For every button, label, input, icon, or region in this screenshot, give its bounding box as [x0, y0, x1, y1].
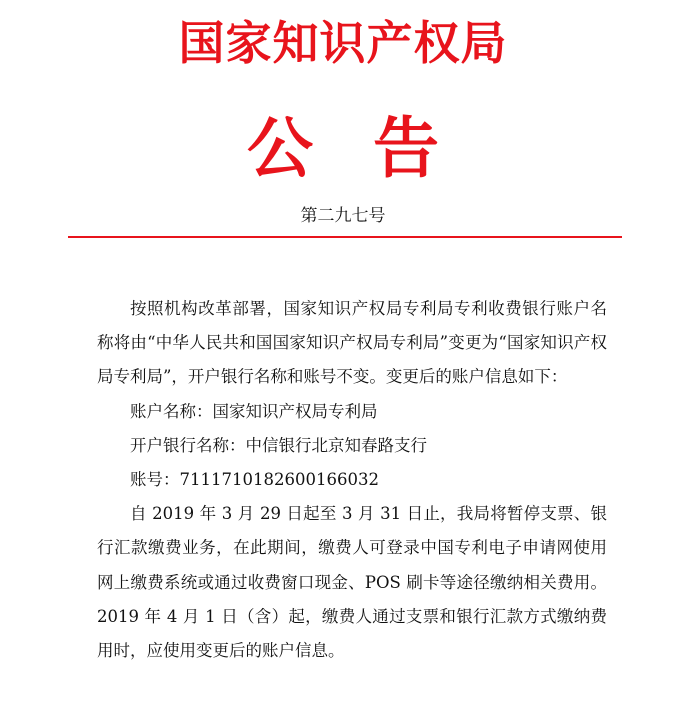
notice-title: 公告 [247, 109, 499, 187]
bank-name-line: 开户银行名称：中信银行北京知春路支行 [130, 435, 427, 455]
organization-title: 国家知识产权局 [178, 16, 508, 70]
account-name-line: 账户名称：国家知识产权局专利局 [130, 401, 378, 421]
intro-paragraph: 按照机构改革部署，国家知识产权局专利局专利收费银行账户名称将由“中华人民共和国国家知识产权局专利局”变更为“国家知识产权局专利局”，开户银行名称和账号不变。变更后的账户信息如下： [97, 299, 607, 387]
notice-body [97, 292, 607, 668]
suspension-paragraph: 自 2019 年 3 月 29 日起至 3 月 31 日止，我局将暂停支票、银行汇款缴费业务，在此期间，缴费人可登录中国专利电子申请网使用网上缴费系统或通过收费窗口现金、POS 刷卡等途径缴纳相关费用。2019 年 4 月 1 日（含）起，缴费人通过支票和银行汇款方式缴纳费用时，应使用变更后的账户信息。 [97, 504, 607, 661]
red-divider [68, 236, 622, 238]
account-number-line: 账号：7111710182600166032 [130, 470, 379, 490]
document-number: 第二九七号 [300, 206, 386, 226]
